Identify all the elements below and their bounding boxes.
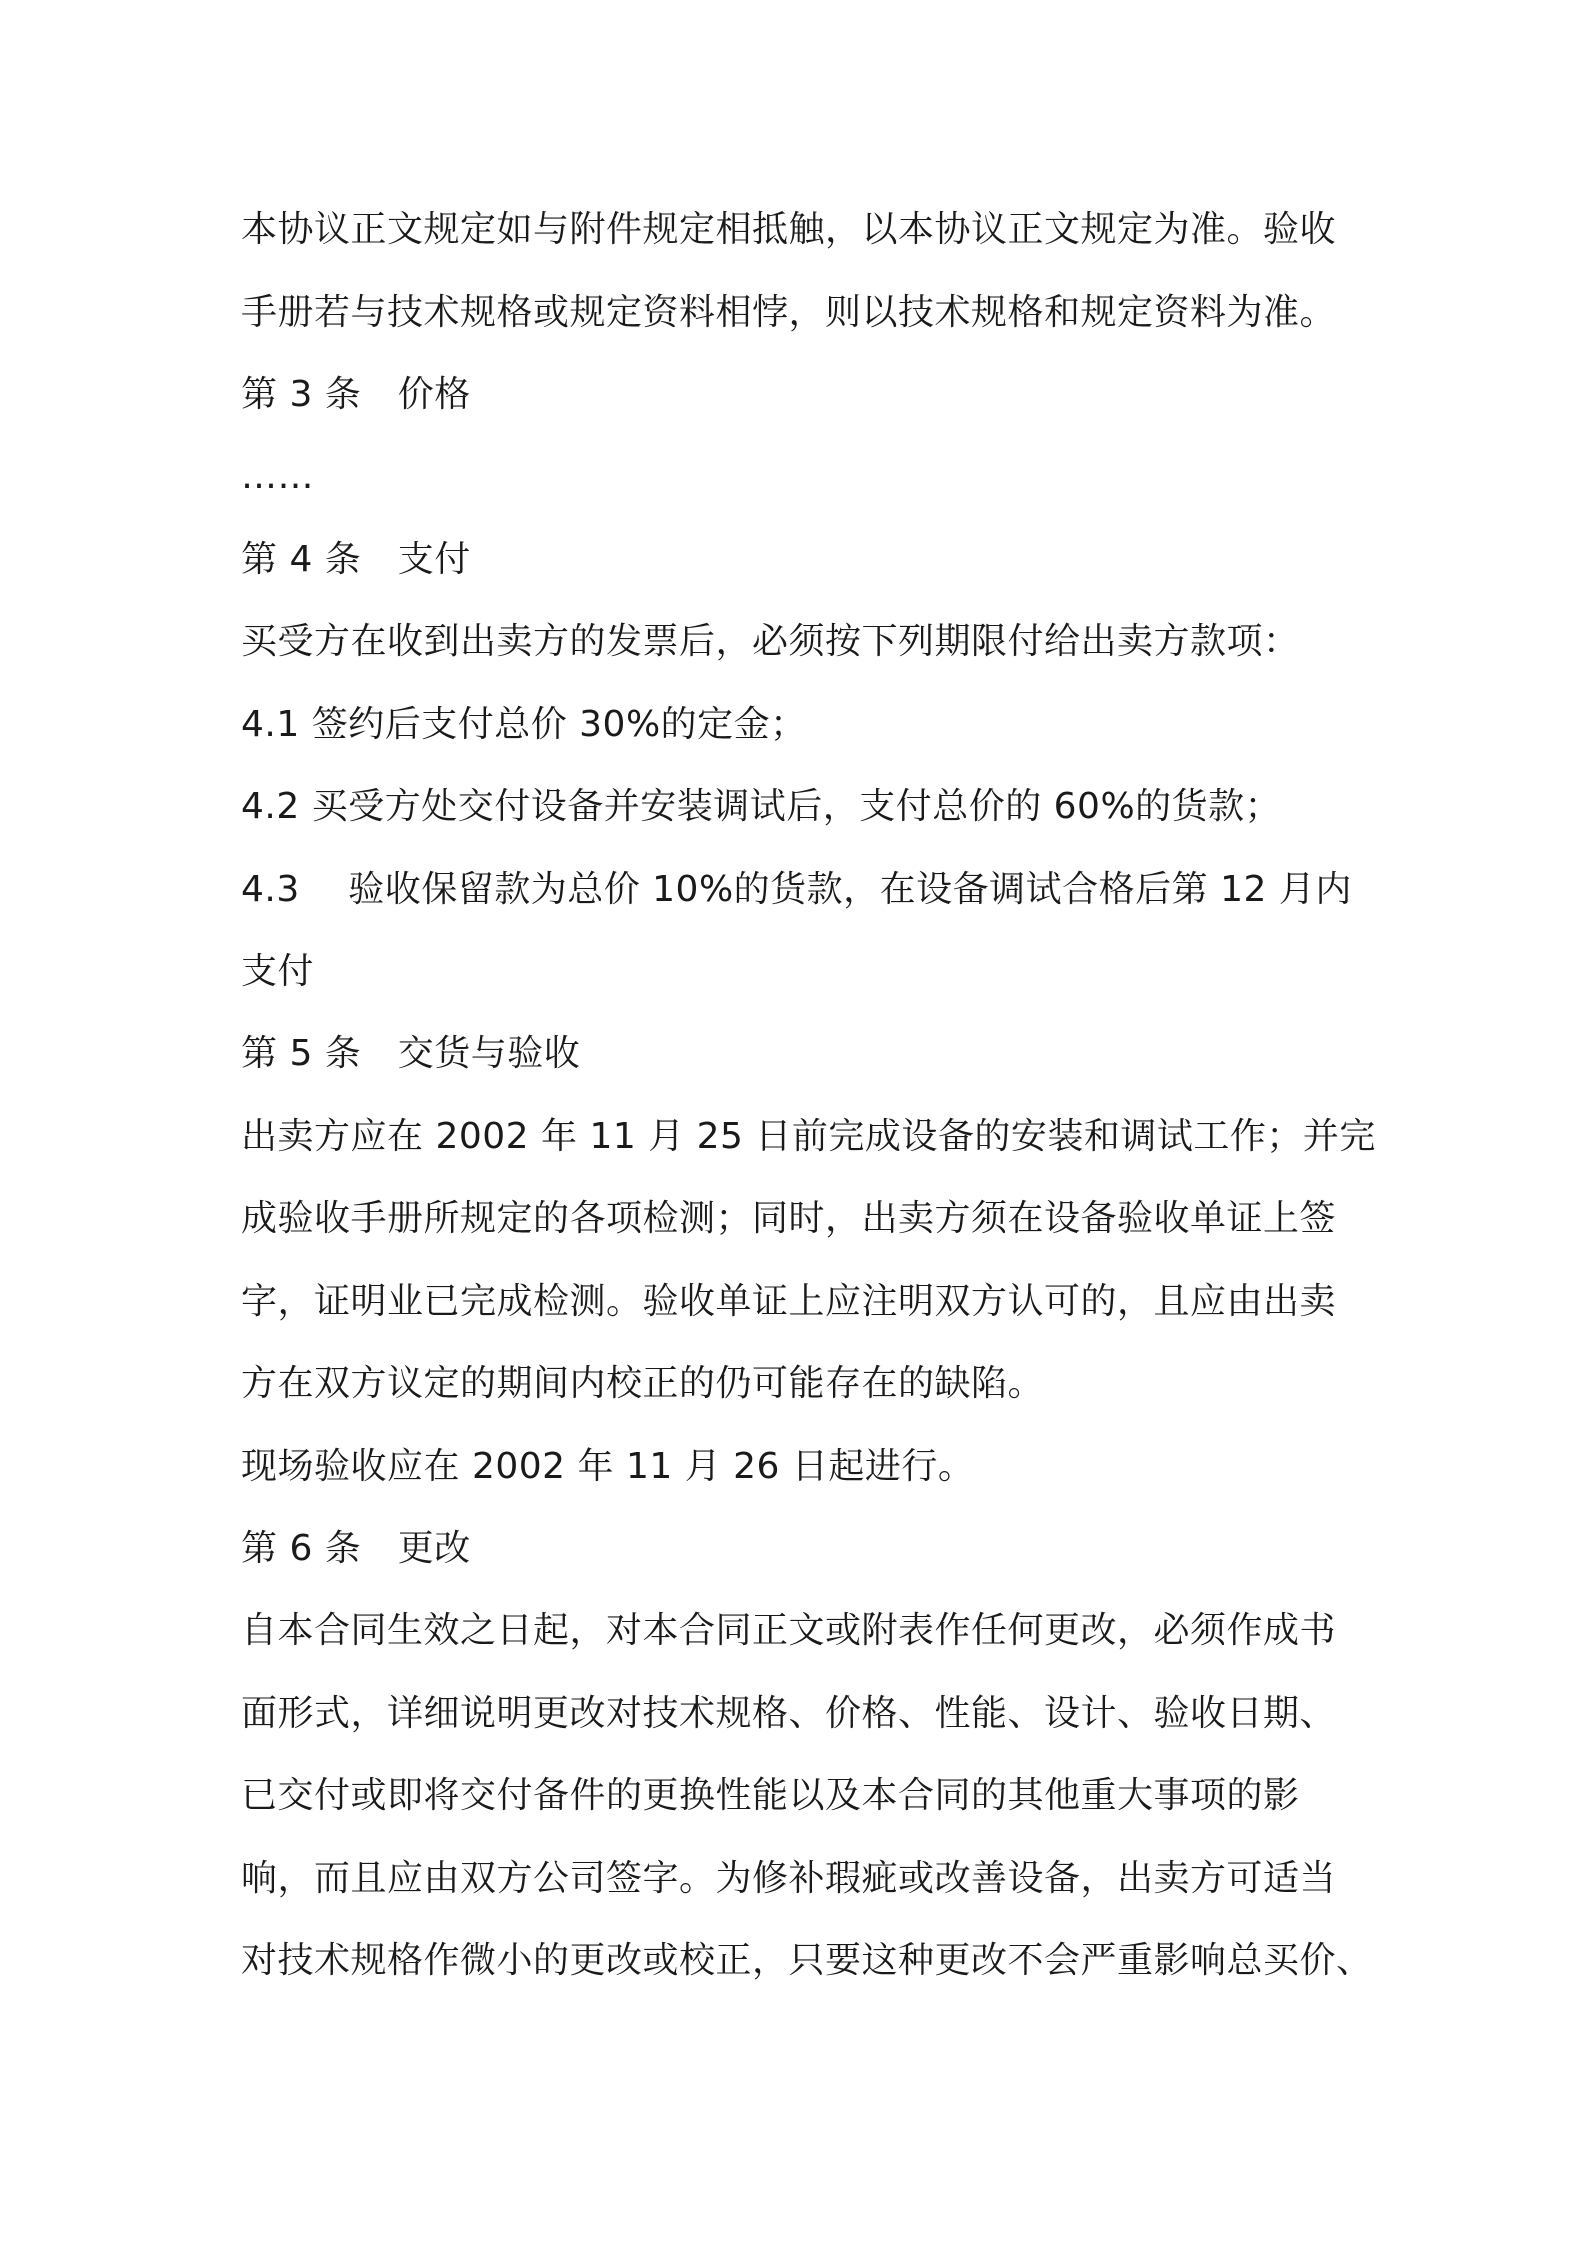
paragraph-line: 本协议正文规定如与附件规定相抵触，以本协议正文规定为准。验收: [241, 209, 1337, 250]
ellipsis: ……: [241, 456, 314, 497]
clause-item: 4.2 买受方处交付设备并安装调试后，支付总价的 60%的货款；: [241, 786, 1282, 827]
clause-item: 4.3 验收保留款为总价 10%的货款，在设备调试合格后第 12 月内: [241, 869, 1352, 910]
paragraph-line: 面形式，详细说明更改对技术规格、价格、性能、设计、验收日期、: [241, 1693, 1337, 1734]
paragraph-line: 对技术规格作微小的更改或校正，只要这种更改不会严重影响总买价、: [241, 1940, 1373, 1981]
paragraph-line: 成验收手册所规定的各项检测；同时，出卖方须在设备验收单证上签: [241, 1198, 1337, 1239]
article-heading: 第 6 条 更改: [241, 1528, 471, 1569]
article-heading: 第 5 条 交货与验收: [241, 1033, 581, 1074]
article-heading: 第 4 条 支付: [241, 539, 471, 580]
paragraph-line: 响，而且应由双方公司签字。为修补瑕疵或改善设备，出卖方可适当: [241, 1858, 1337, 1899]
paragraph-line: 支付: [241, 951, 315, 992]
paragraph-line: 已交付或即将交付备件的更换性能以及本合同的其他重大事项的影: [241, 1775, 1300, 1816]
paragraph-line: 出卖方应在 2002 年 11 月 25 日前完成设备的安装和调试工作；并完: [241, 1116, 1376, 1157]
paragraph-line: 买受方在收到出卖方的发票后，必须按下列期限付给出卖方款项：: [241, 621, 1300, 662]
paragraph-line: 方在双方议定的期间内校正的仍可能存在的缺陷。: [241, 1363, 1045, 1404]
paragraph-line: 现场验收应在 2002 年 11 月 26 日起进行。: [241, 1446, 975, 1487]
paragraph-line: 字，证明业已完成检测。验收单证上应注明双方认可的，且应由出卖: [241, 1281, 1337, 1322]
clause-item: 4.1 签约后支付总价 30%的定金；: [241, 704, 807, 745]
paragraph-line: 手册若与技术规格或规定资料相悖，则以技术规格和规定资料为准。: [241, 292, 1337, 333]
article-heading: 第 3 条 价格: [241, 374, 471, 415]
paragraph-line: 自本合同生效之日起，对本合同正文或附表作任何更改，必须作成书: [241, 1610, 1337, 1651]
